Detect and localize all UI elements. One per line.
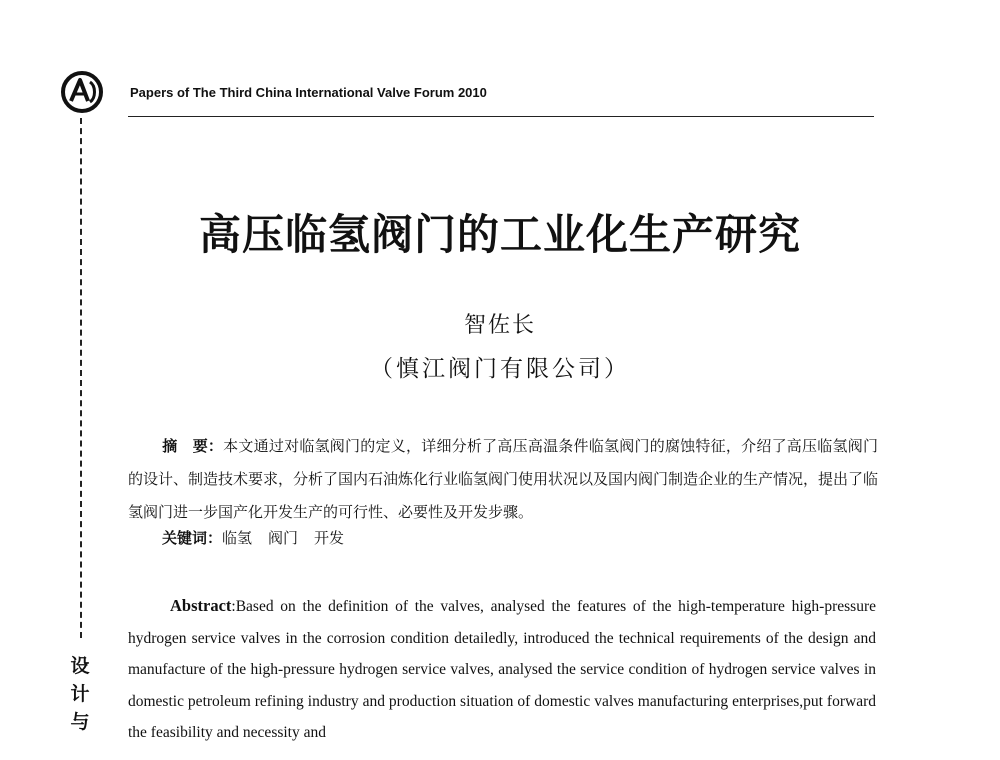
author-affiliation: （慎江阀门有限公司） (370, 356, 630, 382)
abstract-en-text: :Based on the definition of the valves, analysed the features of the high-temperature high-pressure hydrogen service valves in the corrosion condition detailedly, introduced the technical requirements of the design and manufacture of the high-pressure hydrogen service valves, analysed the service condition of hydrogen service valves in domestic petroleum refining industry and production situation of domestic valves manufacturing enterprises,put forward the feasibility and necessity and (128, 598, 876, 741)
keyword: 开发 (314, 529, 345, 547)
abstract-en-label: Abstract (170, 596, 232, 615)
section-char: 计 (70, 683, 90, 705)
keyword: 临氢 (222, 529, 253, 547)
english-abstract (128, 590, 876, 749)
author-name: 智佐长 (463, 313, 536, 338)
header-divider (128, 116, 874, 117)
chinese-abstract (128, 430, 878, 529)
abstract-cn-label: 摘 要： (162, 437, 224, 455)
keywords-line (162, 527, 360, 548)
journal-logo (60, 70, 104, 114)
keywords-label: 关键词： (162, 529, 223, 547)
paper-title: 高压临氢阀门的工业化生产研究 (198, 210, 801, 259)
running-header: Papers of The Third China International Valve Forum 2010 (130, 85, 487, 100)
abstract-cn-text: 本文通过对临氢阀门的定义，详细分析了高压高温条件临氢阀门的腐蚀特征，介绍了高压临氢阀门的设计、制造技术要求，分析了国内石油炼化行业临氢阀门使用状况以及国内阀门制造企业的生产情况，提出了临氢阀门进一步国产化开发生产的可行性、必要性及开发步骤。 (128, 437, 879, 521)
keyword: 阀门 (268, 529, 299, 547)
section-char: 设 (70, 655, 90, 677)
section-char: 与 (70, 711, 90, 733)
section-vertical-label (64, 652, 96, 736)
